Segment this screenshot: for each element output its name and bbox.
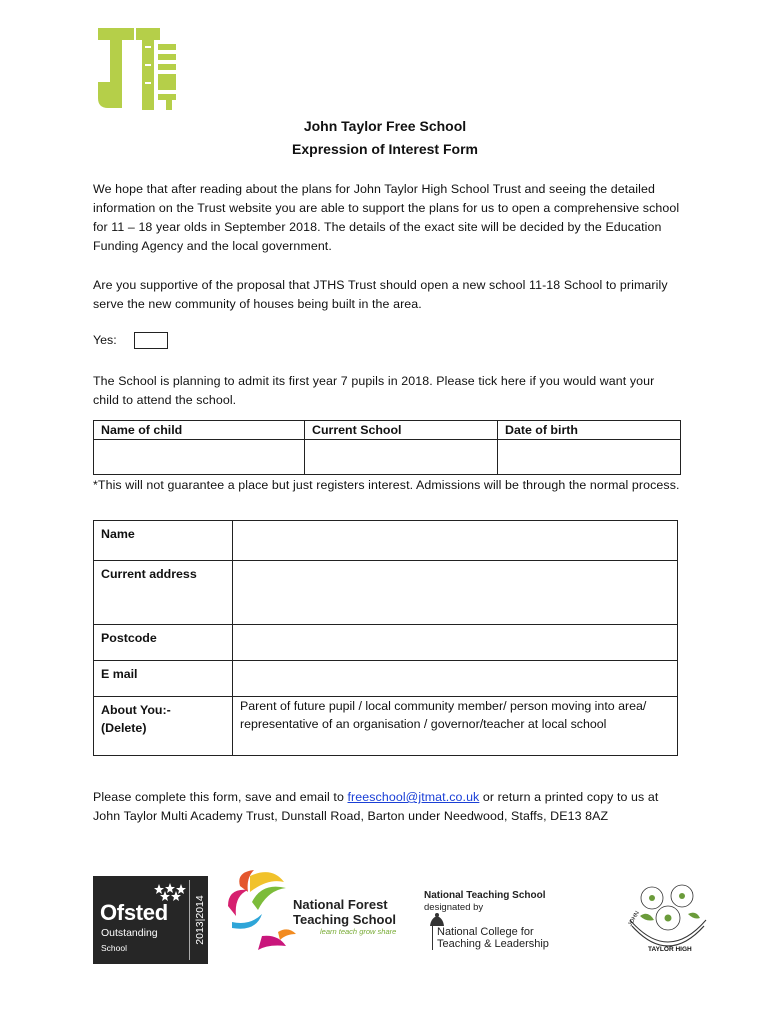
ofsted-wordmark: Ofsted xyxy=(100,900,168,925)
national-teaching-school-logo xyxy=(424,890,584,950)
nctl-name xyxy=(432,926,549,950)
nctl-line2: Teaching & Leadership xyxy=(437,938,549,950)
column-header: Name of child xyxy=(94,421,305,440)
submission-instructions xyxy=(93,788,683,826)
current-school-cell[interactable] xyxy=(305,440,498,475)
name-label: Name xyxy=(94,521,233,561)
instructions-text: Please complete this form, save and email to xyxy=(93,790,348,804)
instructions-address: or return a printed copy to us at John Taylor Multi Academy Trust, Dunstall Road, Barton under Needwood, Staffs, DE13 8AZ xyxy=(93,790,659,823)
national-forest-teaching-school-logo xyxy=(222,866,412,956)
email-field[interactable] xyxy=(233,661,678,697)
current-address-label: Current address xyxy=(94,561,233,625)
email-label: E mail xyxy=(94,661,233,697)
child-table xyxy=(93,420,681,475)
intro-paragraph: We hope that after reading about the plans for John Taylor High School Trust and seeing the detailed information on the Trust website you are able to support the plans for us to open a comprehensive school for 11 – 18 year olds in September 2018. The details of the exact site will be decided by the Education Funding Agency and the local government. xyxy=(93,182,680,253)
ofsted-grade: Outstanding xyxy=(101,927,158,939)
name-field[interactable] xyxy=(233,521,678,561)
admission-note: *This will not guarantee a place but just registers interest. Admissions will be through the normal process. xyxy=(93,478,680,492)
table-row xyxy=(94,440,681,475)
john-taylor-high-school-crest xyxy=(622,876,714,962)
yes-label: Yes: xyxy=(93,333,117,347)
nfts-swirl-icon xyxy=(222,866,302,954)
ofsted-years-text: 2013|2014 xyxy=(194,895,206,945)
ofsted-logo xyxy=(93,876,208,964)
ofsted-stars-icon xyxy=(153,882,187,902)
table-row xyxy=(94,625,678,661)
about-you-field[interactable]: Parent of future pupil / local community member/ person moving into area/ representative of an organisation / governor/teacher at local school xyxy=(233,697,678,756)
column-header: Date of birth xyxy=(498,421,681,440)
table-row xyxy=(94,661,678,697)
nts-designated: designated by xyxy=(424,902,484,913)
nfts-name-line2: Teaching School xyxy=(293,912,397,927)
admission-text: The School is planning to admit its first year 7 pupils in 2018. Please tick here if you would want your child to attend the school. xyxy=(93,374,655,407)
jtmat-logo xyxy=(96,26,180,112)
email-link[interactable]: freeschool@jtmat.co.uk xyxy=(347,790,480,804)
ofsted-type: School xyxy=(101,943,127,953)
nctl-line1: National College for xyxy=(437,926,534,938)
table-row xyxy=(94,561,678,625)
child-table-header xyxy=(94,421,681,440)
nfts-name-line1: National Forest xyxy=(293,897,388,912)
about-you-label xyxy=(94,697,233,756)
about-you-delete-hint: (Delete) xyxy=(101,721,147,735)
yes-checkbox[interactable] xyxy=(134,332,168,349)
form-heading: John Taylor Free School xyxy=(303,118,467,134)
support-question: Are you supportive of the proposal that JTHS Trust should open a new school 11-18 School to primarily serve the new community of houses being built in the area. xyxy=(93,278,668,311)
about-you-label-text: About You:- xyxy=(101,703,171,717)
table-row xyxy=(94,521,678,561)
table-row xyxy=(94,697,678,756)
crest-text-left: JOHN xyxy=(627,910,641,928)
current-address-field[interactable] xyxy=(233,561,678,625)
nfts-tagline: learn teach grow share xyxy=(320,927,397,936)
postcode-label: Postcode xyxy=(94,625,233,661)
column-header: Current School xyxy=(305,421,498,440)
ofsted-years xyxy=(189,880,206,960)
details-table xyxy=(93,520,678,756)
child-name-cell[interactable] xyxy=(94,440,305,475)
postcode-field[interactable] xyxy=(233,625,678,661)
form-subheading: Expression of Interest Form xyxy=(292,141,478,157)
date-of-birth-cell[interactable] xyxy=(498,440,681,475)
nts-title: National Teaching School xyxy=(424,890,546,901)
crest-text-bottom: TAYLOR HIGH xyxy=(648,946,692,953)
